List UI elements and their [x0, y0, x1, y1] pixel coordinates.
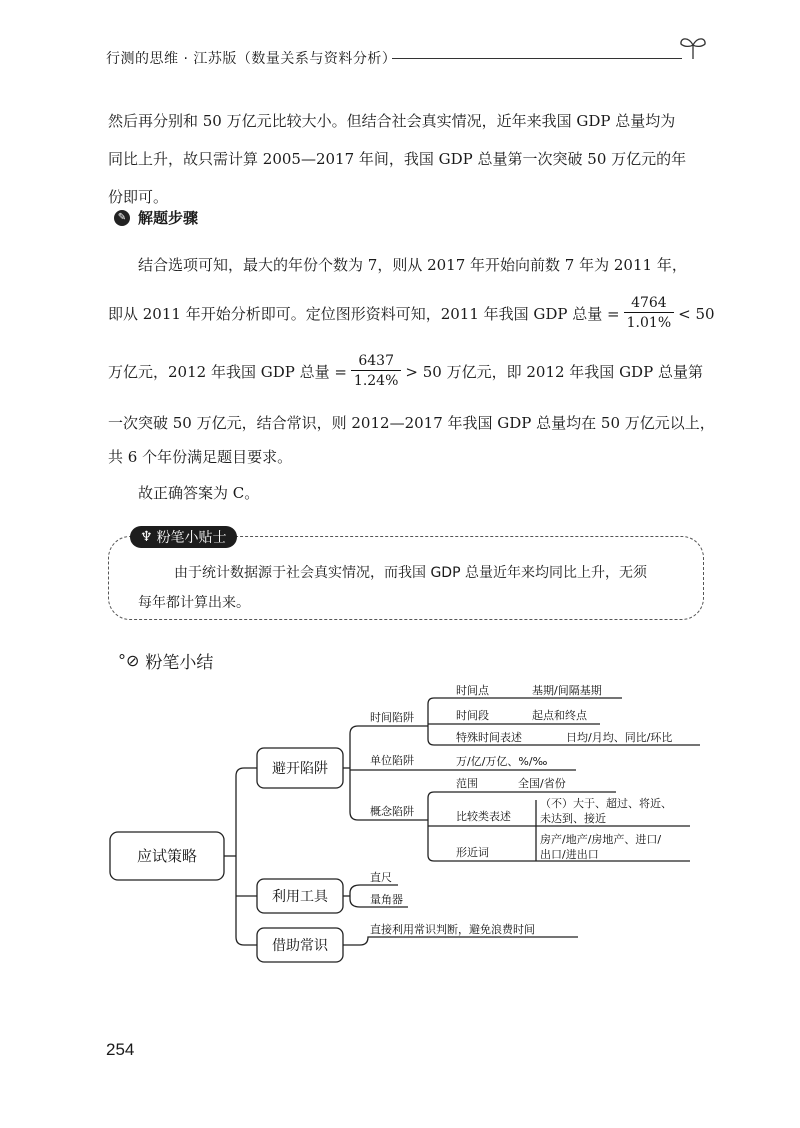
- pen-icon: °⊘: [118, 651, 140, 670]
- mind-map-branch: 避开陷阱: [272, 761, 328, 777]
- mind-map-leaf: 比较类表述: [456, 810, 511, 823]
- mind-map-leaf: 房产/地产/房地产、进口/: [540, 833, 662, 846]
- mind-map-leaf: 起点和终点: [532, 709, 587, 722]
- mind-map-leaf: 形近词: [456, 846, 489, 859]
- mind-map-branch: 借助常识: [272, 938, 328, 954]
- steps-icon: ✎: [114, 210, 130, 226]
- mind-map-branch: 利用工具: [272, 889, 328, 905]
- steps-text: < 50: [678, 304, 715, 323]
- sprout-icon: ♆: [140, 529, 153, 545]
- fraction-denominator: 1.01%: [626, 315, 672, 331]
- mind-map-leaf: 直接利用常识判断，避免浪费时间: [370, 923, 535, 936]
- mind-map-node: 单位陷阱: [370, 754, 414, 767]
- mind-map-node: 概念陷阱: [370, 805, 414, 818]
- tip-line: 每年都计算出来。: [138, 595, 250, 611]
- mind-map-root: 应试策略: [136, 847, 198, 865]
- fraction-denominator: 1.24%: [353, 373, 399, 389]
- mind-map-leaf: 量角器: [370, 893, 403, 906]
- mind-map-leaf: 日均/月均、同比/环比: [566, 731, 673, 744]
- mind-map-leaf: 特殊时间表述: [456, 731, 522, 744]
- steps-text: 万亿元，2012 年我国 GDP 总量 =: [108, 363, 347, 381]
- steps-heading-text: 解题步骤: [138, 209, 199, 227]
- mind-map-leaf: 基期/间隔基期: [532, 684, 602, 697]
- mind-map-leaf: 时间段: [456, 709, 489, 722]
- paragraph-line: 份即可。: [108, 188, 169, 206]
- mind-map-leaf: 直尺: [370, 871, 392, 884]
- steps-line: 共 6 个年份满足题目要求。: [108, 448, 293, 466]
- mind-map-leaf: 出口/进出口: [540, 848, 599, 861]
- page-number: 254: [106, 1040, 135, 1059]
- mind-map-leaf: 范围: [456, 777, 478, 790]
- fraction-numerator: 6437: [351, 352, 401, 371]
- steps-line: 一次突破 50 万亿元，结合常识，则 2012—2017 年我国 GDP 总量均在 50 万亿元以上，: [108, 414, 715, 432]
- steps-text: 即从 2011 年开始分析即可。定位图形资料可知，2011 年我国 GDP 总量 =: [108, 305, 620, 323]
- steps-line: 结合选项可知，最大的年份个数为 7，则从 2017 年开始向前数 7 年为 2011 年，: [138, 256, 687, 274]
- mind-map-leaf: 全国/省份: [518, 777, 566, 790]
- mind-map-node: 时间陷阱: [370, 711, 414, 724]
- running-header-title: 行测的思维 · 江苏版（数量关系与资料分析）: [106, 51, 397, 67]
- steps-text: > 50 万亿元，即 2012 年我国 GDP 总量第: [405, 363, 703, 381]
- fraction-numerator: 4764: [624, 294, 674, 313]
- mind-map-leaf: 未达到、接近: [540, 812, 606, 825]
- paragraph-line: 同比上升，故只需计算 2005—2017 年间，我国 GDP 总量第一次突破 50 万亿元的年: [108, 150, 687, 168]
- mind-map-leaf: 万/亿/万亿、%/‰: [456, 755, 548, 768]
- mind-map-leaf: 时间点: [456, 684, 489, 697]
- tip-line: 由于统计数据源于社会真实情况，而我国 GDP 总量近年来均同比上升，无须: [174, 565, 647, 581]
- answer-line: 故正确答案为 C。: [138, 484, 260, 502]
- mind-map-leaf: （不）大于、超过、将近、: [540, 797, 672, 810]
- tip-badge-label: 粉笔小贴士: [156, 530, 227, 546]
- summary-heading-text: 粉笔小结: [145, 653, 214, 673]
- paragraph-line: 然后再分别和 50 万亿元比较大小。但结合社会真实情况，近年来我国 GDP 总量均为: [108, 112, 676, 130]
